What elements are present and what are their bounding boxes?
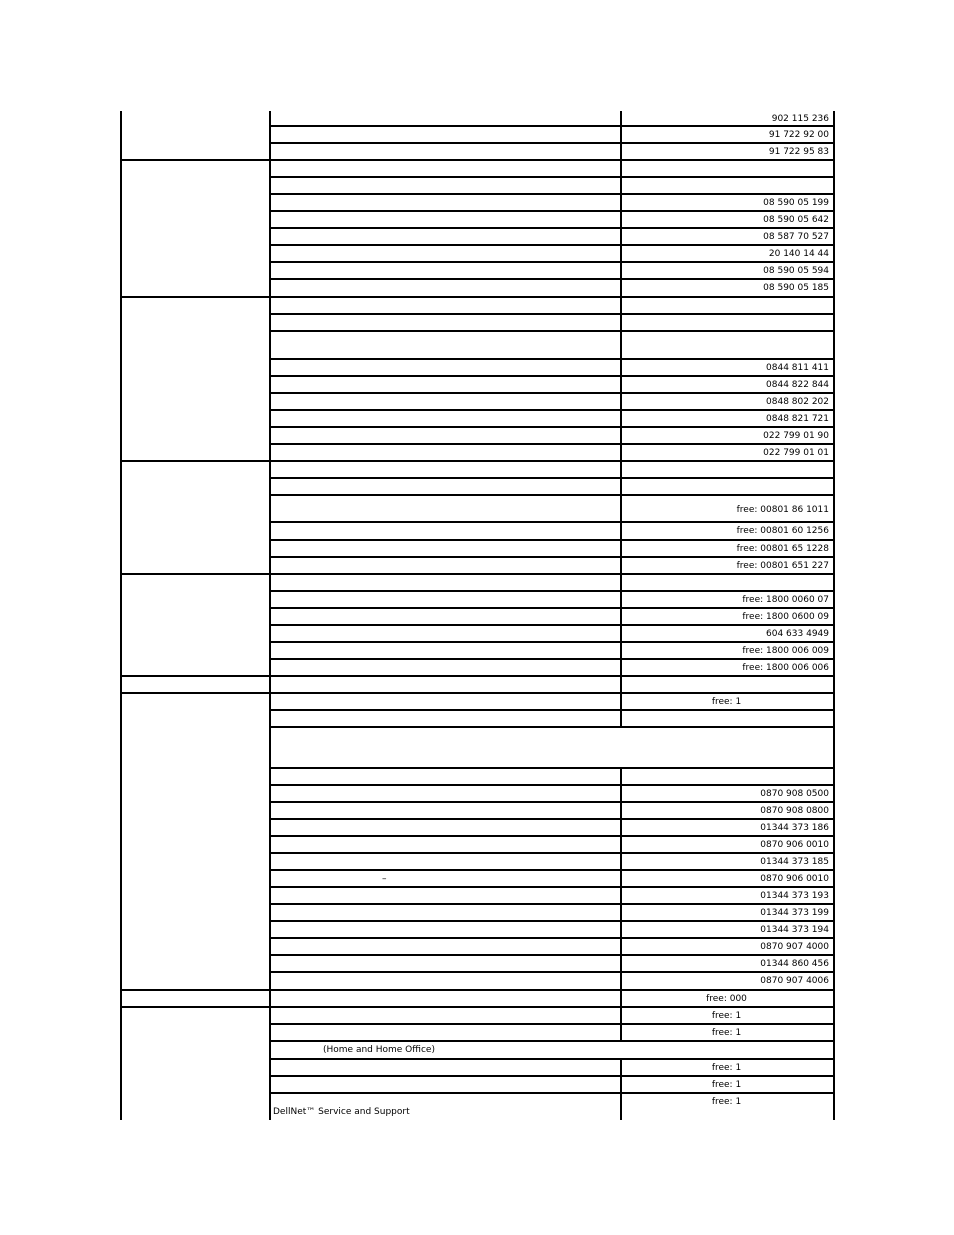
phone-number: free: 1	[711, 1011, 742, 1021]
phone-number: 0870 907 4006	[760, 976, 829, 986]
row-border	[269, 886, 835, 888]
phone-number: 20 140 14 44	[768, 249, 829, 259]
row-border	[269, 392, 835, 394]
row-border	[269, 1075, 835, 1077]
row-border	[269, 443, 835, 445]
row-border	[269, 176, 835, 178]
phone-number: 08 590 05 642	[763, 215, 829, 225]
row-border	[269, 1092, 835, 1094]
phone-number: 91 722 95 83	[768, 147, 829, 157]
phone-number: 01344 373 194	[760, 925, 829, 935]
cell-divider	[620, 479, 622, 494]
cell-divider	[620, 315, 622, 330]
row-border	[269, 539, 835, 541]
phone-number: free: 1800 006 006	[742, 663, 829, 673]
phone-number: 91 722 92 00	[768, 130, 829, 140]
cell-divider	[620, 575, 622, 590]
phone-number: 604 633 4949	[766, 629, 829, 639]
row-border	[269, 801, 835, 803]
row-border	[269, 193, 835, 195]
phone-number: free: 1800 006 009	[742, 646, 829, 656]
phone-number: 01344 373 199	[760, 908, 829, 918]
cell-divider	[620, 677, 622, 692]
cell-divider	[620, 711, 622, 726]
phone-number: free: 1	[711, 1028, 742, 1038]
phone-number: 022 799 01 90	[763, 431, 829, 441]
row-border	[269, 313, 835, 315]
row-border	[269, 210, 835, 212]
phone-number: 01344 860 456	[760, 959, 829, 969]
phone-number: 022 799 01 01	[763, 448, 829, 458]
phone-number: free: 00801 86 1011	[736, 505, 829, 515]
row-border	[269, 607, 835, 609]
row-border	[269, 971, 835, 973]
row-border	[269, 330, 835, 332]
phone-number: 01344 373 186	[760, 823, 829, 833]
row-border	[269, 142, 835, 144]
phone-number: free: 000	[706, 994, 747, 1004]
phone-number: 01344 373 193	[760, 891, 829, 901]
phone-number: 0870 908 0800	[760, 806, 829, 816]
row-border	[120, 1006, 835, 1008]
phone-number: 01344 373 185	[760, 857, 829, 867]
row-border	[269, 261, 835, 263]
service-label: DellNet™ Service and Support	[273, 1107, 410, 1117]
row-border	[269, 624, 835, 626]
row-border	[269, 954, 835, 956]
row-border	[269, 227, 835, 229]
row-border	[269, 590, 835, 592]
phone-number: 0870 907 4000	[760, 942, 829, 952]
cell-divider	[620, 332, 622, 358]
phone-number: free: 00801 65 1228	[736, 544, 829, 554]
service-label: (Home and Home Office)	[323, 1045, 435, 1055]
phone-number: free: 1	[711, 1097, 742, 1107]
row-border	[269, 1058, 835, 1060]
phone-number: 902 115 236	[771, 114, 829, 124]
row-border	[269, 818, 835, 820]
row-border	[269, 726, 835, 728]
phone-number: free: 1	[711, 1080, 742, 1090]
row-border	[120, 675, 835, 677]
row-border	[120, 296, 835, 298]
row-border	[269, 767, 835, 769]
phone-number: free: 1800 0060 07	[742, 595, 829, 605]
row-border	[269, 709, 835, 711]
row-border	[120, 460, 835, 462]
row-border	[269, 426, 835, 428]
phone-number: 08 590 05 185	[763, 283, 829, 293]
cell-divider	[620, 178, 622, 193]
row-border	[269, 852, 835, 854]
phone-number: free: 1800 0600 09	[742, 612, 829, 622]
phone-number: 0870 908 0500	[760, 789, 829, 799]
row-border	[269, 920, 835, 922]
cell-divider	[620, 298, 622, 313]
row-border	[269, 903, 835, 905]
row-border	[269, 658, 835, 660]
dash-mark: –	[382, 874, 387, 884]
phone-number: 08 590 05 594	[763, 266, 829, 276]
cell-divider	[620, 769, 622, 784]
row-border	[269, 244, 835, 246]
phone-number: 0848 821 721	[766, 414, 829, 424]
row-border	[269, 556, 835, 558]
row-border	[269, 521, 835, 523]
row-border	[269, 835, 835, 837]
row-border	[269, 477, 835, 479]
row-border	[269, 125, 835, 127]
row-border	[269, 641, 835, 643]
row-border	[120, 692, 835, 694]
phone-number: 0844 822 844	[766, 380, 829, 390]
row-border	[269, 278, 835, 280]
row-border	[269, 409, 835, 411]
phone-number: 08 587 70 527	[763, 232, 829, 242]
row-border	[269, 1023, 835, 1025]
row-border	[120, 573, 835, 575]
row-border	[120, 989, 835, 991]
phone-number: free: 1	[711, 1063, 742, 1073]
row-border	[120, 159, 835, 161]
row-border	[269, 869, 835, 871]
row-border	[269, 937, 835, 939]
table-left-border	[120, 111, 122, 1120]
phone-number: 0844 811 411	[766, 363, 829, 373]
cell-divider	[620, 462, 622, 477]
phone-number: 08 590 05 199	[763, 198, 829, 208]
phone-number: free: 00801 651 227	[736, 561, 829, 571]
row-border	[269, 1040, 835, 1042]
row-border	[269, 375, 835, 377]
phone-number: 0848 802 202	[766, 397, 829, 407]
cell-divider	[620, 161, 622, 176]
phone-number: 0870 906 0010	[760, 874, 829, 884]
phone-number: 0870 906 0010	[760, 840, 829, 850]
row-border	[269, 358, 835, 360]
phone-number: free: 00801 60 1256	[736, 526, 829, 536]
phone-number: free: 1	[711, 697, 742, 707]
row-border	[269, 494, 835, 496]
row-border	[269, 784, 835, 786]
